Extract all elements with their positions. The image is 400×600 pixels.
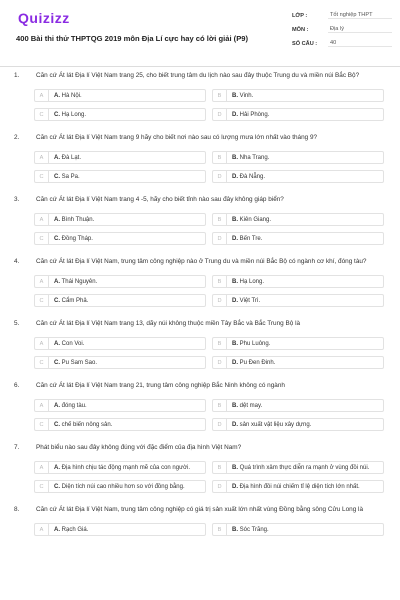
option-letter: D (213, 171, 227, 182)
answer-option[interactable] (34, 461, 206, 474)
option-key: D. (232, 173, 238, 180)
option-letter: D (213, 295, 227, 306)
option-key: A. (54, 526, 60, 533)
option-value: Phu Luông. (239, 340, 271, 347)
answer-option[interactable] (212, 418, 384, 431)
option-text (54, 279, 97, 285)
option-text (54, 484, 185, 490)
option-letter: D (213, 233, 227, 244)
option-text (54, 341, 84, 347)
meta-value: Địa lý (328, 26, 392, 33)
question-text: Căn cứ Át lát Địa lí Việt Nam, trung tâm công nghiệp có giá trị sản xuất lớn nhất vùng Đồng bằng sông Cửu Long là (36, 506, 364, 513)
answer-option[interactable] (34, 418, 206, 431)
option-row (34, 275, 390, 288)
option-text (232, 298, 260, 304)
option-key: A. (54, 154, 60, 161)
question-header (14, 134, 390, 145)
option-letter: C (35, 295, 49, 306)
option-value: Việt Trì. (239, 297, 261, 304)
option-value: Bình Thuận. (61, 216, 95, 223)
answer-option[interactable] (34, 399, 206, 412)
option-key: D. (232, 359, 238, 366)
option-row (34, 108, 390, 121)
option-value: đóng tàu. (61, 402, 87, 409)
option-key: C. (54, 421, 60, 428)
option-letter: A (35, 152, 49, 163)
option-row (34, 170, 390, 183)
option-key: C. (54, 359, 60, 366)
question-number: 2. (14, 134, 20, 141)
meta-label: MÔN : (292, 26, 309, 33)
meta-value: 40 (328, 40, 392, 47)
answer-option[interactable] (212, 337, 384, 350)
option-key: D. (232, 297, 238, 304)
option-text (232, 236, 262, 242)
question (14, 196, 390, 245)
answer-option[interactable] (212, 461, 384, 474)
question-text: Căn cứ Át lát Địa lí Việt Nam, trung tâm công nghiệp nào ở Trung du và miền núi Bắc Bộ có ngành cơ khí, đóng tàu? (36, 258, 367, 265)
option-letter: C (35, 109, 49, 120)
option-letter: C (35, 481, 49, 492)
option-text (54, 217, 94, 223)
option-text (54, 298, 88, 304)
answer-option[interactable] (34, 356, 206, 369)
answer-option[interactable] (34, 151, 206, 164)
option-key: D. (232, 421, 238, 428)
option-letter: B (213, 152, 227, 163)
meta-table (292, 10, 392, 52)
option-value: Bến Tre. (239, 235, 263, 242)
question-text: Căn cứ Át lát Địa lí Việt Nam trang 13, dãy núi không thuộc miền Tây Bắc và Bắc Trung Bộ là (36, 320, 301, 327)
options (34, 151, 390, 183)
question-header (14, 196, 390, 207)
option-key: B. (232, 464, 238, 471)
options (34, 461, 390, 493)
option-key: A. (54, 278, 60, 285)
logo[interactable]: Quizizz (18, 10, 70, 26)
option-key: C. (54, 173, 60, 180)
question-number: 5. (14, 320, 20, 327)
option-key: B. (232, 340, 238, 347)
option-text (54, 422, 112, 428)
option-value: Sóc Trăng. (239, 526, 269, 533)
answer-option[interactable] (212, 356, 384, 369)
option-text (232, 403, 262, 409)
answer-option[interactable] (212, 523, 384, 536)
option-letter: A (35, 276, 49, 287)
options (34, 523, 390, 536)
option-text (232, 93, 253, 99)
option-text (232, 217, 271, 223)
option-letter: D (213, 357, 227, 368)
page-title: 400 Bài thi thử THPTQG 2019 môn Địa Lí cực hay có lời giải (P9) (16, 34, 249, 43)
option-letter: C (35, 171, 49, 182)
option-letter: B (213, 276, 227, 287)
question (14, 382, 390, 431)
option-value: Địa hình chịu tác động mạnh mẽ của con người. (61, 464, 191, 471)
option-text (54, 527, 88, 533)
meta-row (292, 10, 392, 21)
option-key: C. (54, 111, 60, 118)
option-letter: A (35, 524, 49, 535)
answer-option[interactable] (34, 108, 206, 121)
option-value: Con Voi. (61, 340, 85, 347)
options (34, 337, 390, 369)
option-row (34, 337, 390, 350)
option-letter: A (35, 400, 49, 411)
question-list (0, 72, 400, 549)
option-key: A. (54, 464, 60, 471)
option-letter: B (213, 214, 227, 225)
option-letter: B (213, 338, 227, 349)
question-header (14, 320, 390, 331)
question-text: Căn cứ Át lát Địa lí Việt Nam trang 25, cho biết trung tâm du lịch nào sau đây thuộc Trung du và miền núi Bắc Bộ? (36, 72, 360, 79)
question-number: 4. (14, 258, 20, 265)
options (34, 399, 390, 431)
answer-option[interactable] (212, 89, 384, 102)
option-key: D. (232, 483, 238, 490)
option-key: A. (54, 92, 60, 99)
answer-option[interactable] (34, 480, 206, 493)
option-key: C. (54, 483, 60, 490)
option-letter: A (35, 214, 49, 225)
option-value: Hà Nội. (61, 92, 82, 99)
question-header (14, 382, 390, 393)
meta-value: Tốt nghiệp THPT (328, 12, 392, 19)
option-value: Quá trình xâm thực diễn ra mạnh ở vùng đồi núi. (239, 464, 370, 471)
question-number: 6. (14, 382, 20, 389)
option-letter: B (213, 462, 227, 473)
option-key: B. (232, 154, 238, 161)
option-row (34, 461, 390, 474)
option-letter: B (213, 400, 227, 411)
header (0, 0, 400, 67)
option-key: B. (232, 278, 238, 285)
option-key: C. (54, 297, 60, 304)
answer-option[interactable] (34, 294, 206, 307)
option-value: Sa Pa. (61, 173, 80, 180)
answer-option[interactable] (212, 170, 384, 183)
option-text (54, 174, 80, 180)
option-row (34, 89, 390, 102)
option-value: Đà Nẵng. (239, 173, 266, 180)
question (14, 320, 390, 369)
option-text (232, 527, 269, 533)
question-header (14, 72, 390, 83)
answer-option[interactable] (212, 399, 384, 412)
option-value: Rạch Giá. (61, 526, 89, 533)
meta-row (292, 38, 392, 49)
answer-option[interactable] (212, 213, 384, 226)
option-text (54, 465, 190, 471)
question (14, 72, 390, 121)
option-text (54, 93, 82, 99)
answer-option[interactable] (212, 108, 384, 121)
question-text: Phát biểu nào sau đây không đúng với đặc điểm của địa hình Việt Nam? (36, 444, 242, 451)
option-letter: C (35, 233, 49, 244)
option-key: B. (232, 92, 238, 99)
option-letter: B (213, 90, 227, 101)
question-number: 8. (14, 506, 20, 513)
option-key: A. (54, 216, 60, 223)
option-text (54, 236, 93, 242)
question-header (14, 258, 390, 269)
option-text (232, 155, 269, 161)
option-key: B. (232, 216, 238, 223)
option-value: Hạ Long. (239, 278, 265, 285)
option-text (232, 341, 270, 347)
meta-row (292, 24, 392, 35)
answer-option[interactable] (34, 275, 206, 288)
options (34, 89, 390, 121)
question-text: Căn cứ Át lát Địa lí Việt Nam trang 4 -5, hãy cho biết tỉnh nào sau đây không giáp biển? (36, 196, 284, 203)
options (34, 213, 390, 245)
option-value: Địa hình đồi núi chiếm tỉ lệ diện tích lớn nhất. (239, 483, 360, 490)
question (14, 444, 390, 493)
option-value: Pu Sam Sao. (61, 359, 98, 366)
option-text (54, 360, 97, 366)
option-text (232, 112, 269, 118)
option-text (54, 403, 87, 409)
option-value: Hạ Long. (61, 111, 87, 118)
answer-option[interactable] (212, 232, 384, 245)
option-key: D. (232, 235, 238, 242)
option-value: Nha Trang. (239, 154, 270, 161)
option-row (34, 294, 390, 307)
answer-option[interactable] (212, 294, 384, 307)
option-value: Pu Đen Đinh. (239, 359, 276, 366)
option-key: D. (232, 111, 238, 118)
option-value: Thái Nguyên. (61, 278, 98, 285)
option-letter: D (213, 109, 227, 120)
answer-option[interactable] (34, 89, 206, 102)
option-letter: B (213, 524, 227, 535)
options (34, 275, 390, 307)
option-row (34, 480, 390, 493)
question-number: 1. (14, 72, 20, 79)
option-text (54, 112, 86, 118)
answer-option[interactable] (212, 480, 384, 493)
option-value: chế biến nông sản. (61, 421, 113, 428)
option-row (34, 399, 390, 412)
answer-option[interactable] (34, 523, 206, 536)
answer-option[interactable] (34, 213, 206, 226)
option-letter: A (35, 462, 49, 473)
option-text (232, 174, 265, 180)
option-value: Diện tích núi cao nhiều hơn so với đồng bằng. (61, 483, 185, 490)
answer-option[interactable] (34, 170, 206, 183)
option-text (232, 465, 369, 471)
meta-label: LỚP : (292, 12, 308, 19)
option-key: B. (232, 526, 238, 533)
option-value: dệt may. (239, 402, 263, 409)
answer-option[interactable] (212, 151, 384, 164)
option-letter: C (35, 419, 49, 430)
answer-option[interactable] (212, 275, 384, 288)
question-number: 7. (14, 444, 20, 451)
option-key: B. (232, 402, 238, 409)
option-text (54, 155, 81, 161)
option-letter: D (213, 419, 227, 430)
option-letter: A (35, 338, 49, 349)
question-number: 3. (14, 196, 20, 203)
question (14, 134, 390, 183)
question (14, 506, 390, 536)
option-text (232, 422, 311, 428)
option-text (232, 360, 275, 366)
option-row (34, 213, 390, 226)
option-key: A. (54, 340, 60, 347)
option-row (34, 356, 390, 369)
answer-option[interactable] (34, 232, 206, 245)
question-header (14, 506, 390, 517)
question-text: Căn cứ Át lát Địa lí Việt Nam trang 21, trung tâm công nghiệp Bắc Ninh không có ngành (36, 382, 285, 389)
option-value: Đà Lạt. (61, 154, 82, 161)
question-text: Căn cứ Át lát Địa lí Việt Nam trang 9 hãy cho biết nơi nào sau có lượng mưa lớn nhất vào tháng 9? (36, 134, 318, 141)
option-value: Vinh. (239, 92, 254, 99)
option-value: Hải Phòng. (239, 111, 270, 118)
option-letter: C (35, 357, 49, 368)
option-key: A. (54, 402, 60, 409)
question (14, 258, 390, 307)
option-value: Cẩm Phả. (61, 297, 89, 304)
option-row (34, 523, 390, 536)
option-text (232, 484, 360, 490)
option-value: sản xuất vật liệu xây dựng. (239, 421, 312, 428)
option-value: Kiên Giang. (239, 216, 272, 223)
option-value: Đồng Tháp. (61, 235, 93, 242)
meta-label: SỐ CÂU : (292, 40, 318, 47)
answer-option[interactable] (34, 337, 206, 350)
option-letter: D (213, 481, 227, 492)
option-key: C. (54, 235, 60, 242)
option-row (34, 232, 390, 245)
question-header (14, 444, 390, 455)
option-row (34, 151, 390, 164)
option-text (232, 279, 264, 285)
option-row (34, 418, 390, 431)
option-letter: A (35, 90, 49, 101)
